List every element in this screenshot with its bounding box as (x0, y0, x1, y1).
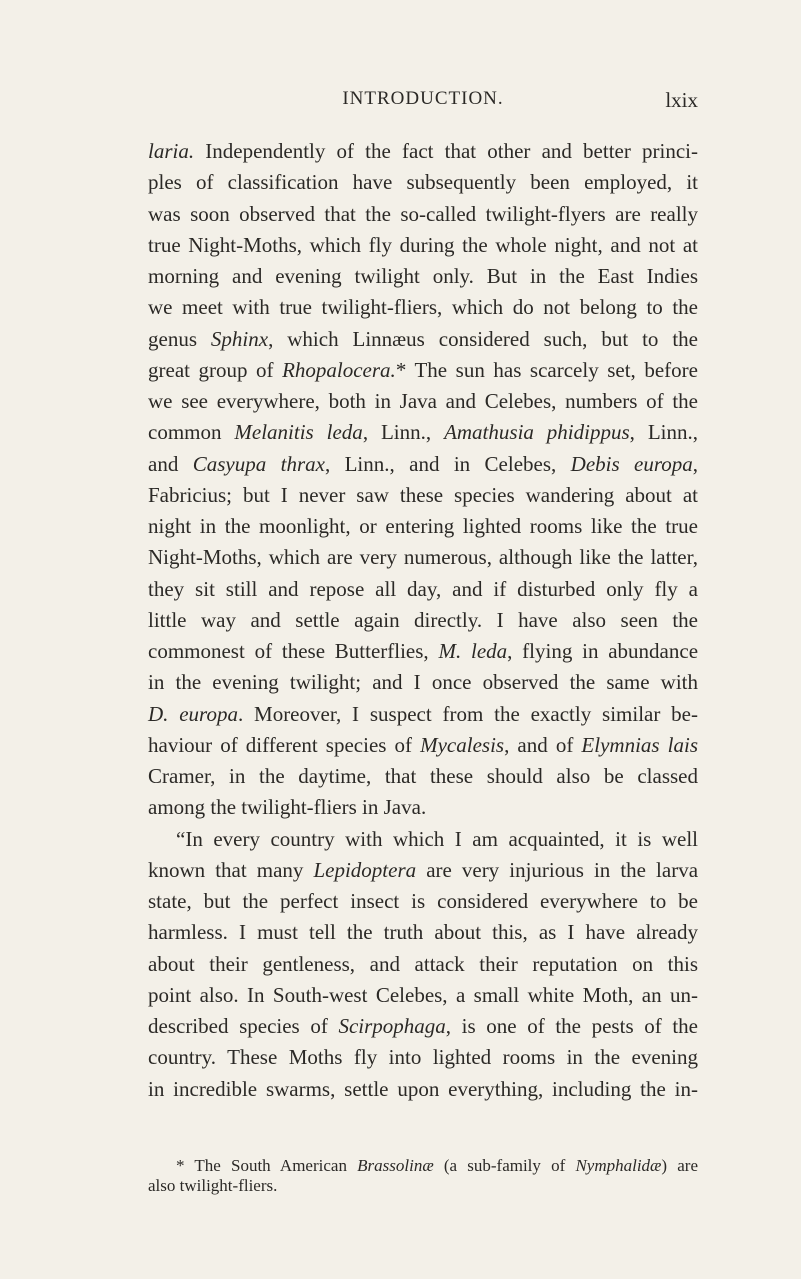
footnote-line: * The South American Brassolinæ (a sub-family of Nymphalidæ) are (176, 1156, 698, 1175)
text-line: “In every country with which I am acquainted, it is well (176, 826, 698, 851)
text-line: and Casyupa thrax, Linn., and in Celebes, Debis europa, (148, 451, 698, 476)
text-line: Cramer, in the daytime, that these should also be classed (148, 764, 698, 788)
footnote (148, 1156, 698, 1196)
text-line: ples of classification have subsequently been employed, it (148, 170, 698, 195)
text-line: we meet with true twilight-fliers, which do not belong to the (148, 295, 698, 320)
text-line: described species of Scirpophaga, is one of the pests of the (148, 1014, 699, 1038)
running-head: INTRODUCTION. (342, 88, 504, 109)
footnote-line: also twilight-fliers. (148, 1176, 278, 1195)
text-line: was soon observed that the so-called twilight-flyers are really (148, 201, 698, 226)
text-line: laria. Independently of the fact that other and better princi- (148, 139, 698, 163)
text-line: Fabricius; but I never saw these species wandering about at (148, 482, 698, 507)
text-line: night in the moonlight, or entering lighted rooms like the true (148, 514, 698, 538)
text-line: country. These Moths fly into lighted rooms in the evening (148, 1045, 698, 1070)
text-line: great group of Rhopalocera.* The sun has scarcely set, before (148, 357, 698, 382)
text-line: in incredible swarms, settle upon everything, including the in- (148, 1076, 698, 1101)
body-text (148, 136, 698, 1105)
text-line: common Melanitis leda, Linn., Amathusia phidippus, Linn., (148, 420, 698, 445)
text-line: Night-Moths, which are very numerous, although like the latter, (148, 545, 698, 570)
text-line: harmless. I must tell the truth about this, as I have already (148, 920, 698, 945)
text-line: little way and settle again directly. I have also seen the (148, 607, 698, 632)
page-header (148, 88, 698, 118)
text-line: point also. In South-west Celebes, a small white Moth, an un- (148, 982, 698, 1007)
text-line: in the evening twilight; and I once observed the same with (148, 670, 698, 695)
text-line: haviour of different species of Mycalesis, and of Elymnias lais (148, 732, 699, 757)
text-line: about their gentleness, and attack their reputation on this (148, 951, 698, 976)
text-line: morning and evening twilight only. But in the East Indies (148, 264, 698, 288)
page-number: lxix (665, 88, 698, 112)
text-line: they sit still and repose all day, and if disturbed only fly a (148, 576, 698, 601)
text-line: known that many Lepidoptera are very injurious in the larva (148, 857, 699, 882)
text-line: we see everywhere, both in Java and Celebes, numbers of the (148, 389, 698, 413)
text-line: true Night-Moths, which fly during the whole night, and not at (148, 232, 698, 257)
text-line: state, but the perfect insect is considered everywhere to be (148, 889, 698, 913)
text-line: commonest of these Butterflies, M. leda, flying in abundance (148, 639, 699, 663)
text-line: D. europa. Moreover, I suspect from the exactly similar be- (148, 701, 698, 726)
text-line: genus Sphinx, which Linnæus considered such, but to the (148, 326, 698, 351)
text-line: among the twilight-fliers in Java. (148, 795, 427, 820)
